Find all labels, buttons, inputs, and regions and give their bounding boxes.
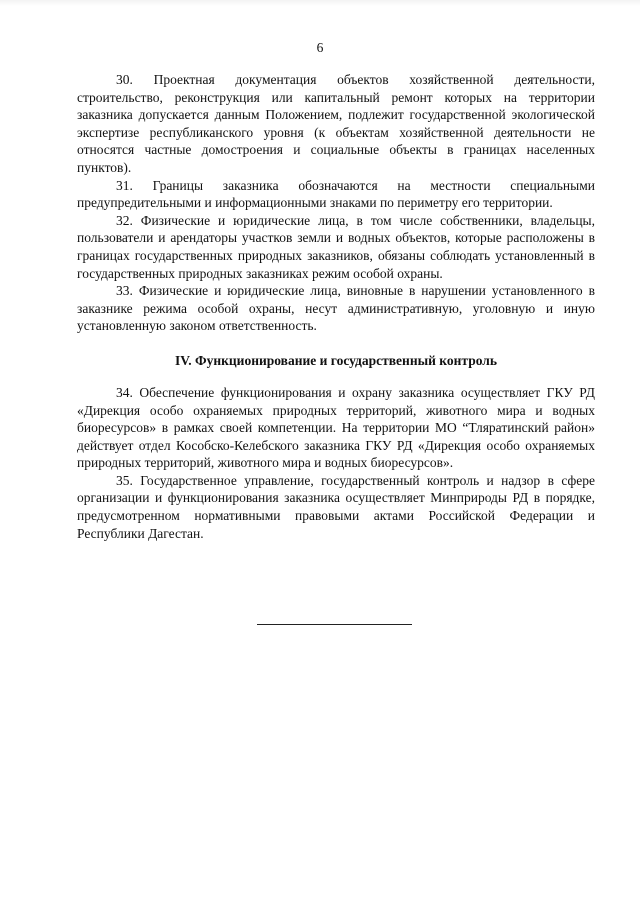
paragraph-33: 33. Физические и юридические лица, виновные в нарушении установленного в заказнике режима особой охраны, несут административную, уголовную и иную установленную законом ответственность. [77,283,595,334]
document-body [77,71,595,542]
paragraph-31: 31. Границы заказника обозначаются на местности специальными предупредительными и информационными знаками по периметру его территории. [77,177,595,211]
paragraph-34: 34. Обеспечение функционирования и охрану заказника осуществляет ГКУ РД «Дирекция особо охраняемых природных территорий, животного мира и водных биоресурсов» в рамках своей компетенции. На территории МО “Тляратинский район» действует отдел Кособско-Келебского заказника ГКУ РД «Дирекция особо охраняемых природных территорий, животного мира и водных биоресурсов». [77,384,595,471]
paragraph-35: 35. Государственное управление, государственный контроль и надзор в сфере организации и функционирования заказника осуществляет Минприроды РД в порядке, предусмотренном нормативными правовыми актами Российской Федерации и Республики Дагестан. [77,472,595,541]
section-heading: IV. Функционирование и государственный контроль [174,352,498,368]
paragraph-30: 30. Проектная документация объектов хозяйственной деятельности, строительство, реконструкция или капитальный ремонт которых на территории заказника допускается данным Положением, подлежит государственной экологической экспертизе республиканского уровня (к объектам хозяйственной деятельности не относятся частные домостроения и социальные объекты в границах населенных пунктов). [77,72,595,175]
page-number: 6 [316,40,324,55]
scan-edge [0,0,640,6]
paragraph-32: 32. Физические и юридические лица, в том числе собственники, владельцы, пользователи и арендаторы участков земли и водных объектов, которые расположены в границах государственных природных заказников, обязаны соблюдать установленный в государственных природных заказниках режим особой охраны. [77,212,595,281]
end-of-document-rule [257,624,412,625]
